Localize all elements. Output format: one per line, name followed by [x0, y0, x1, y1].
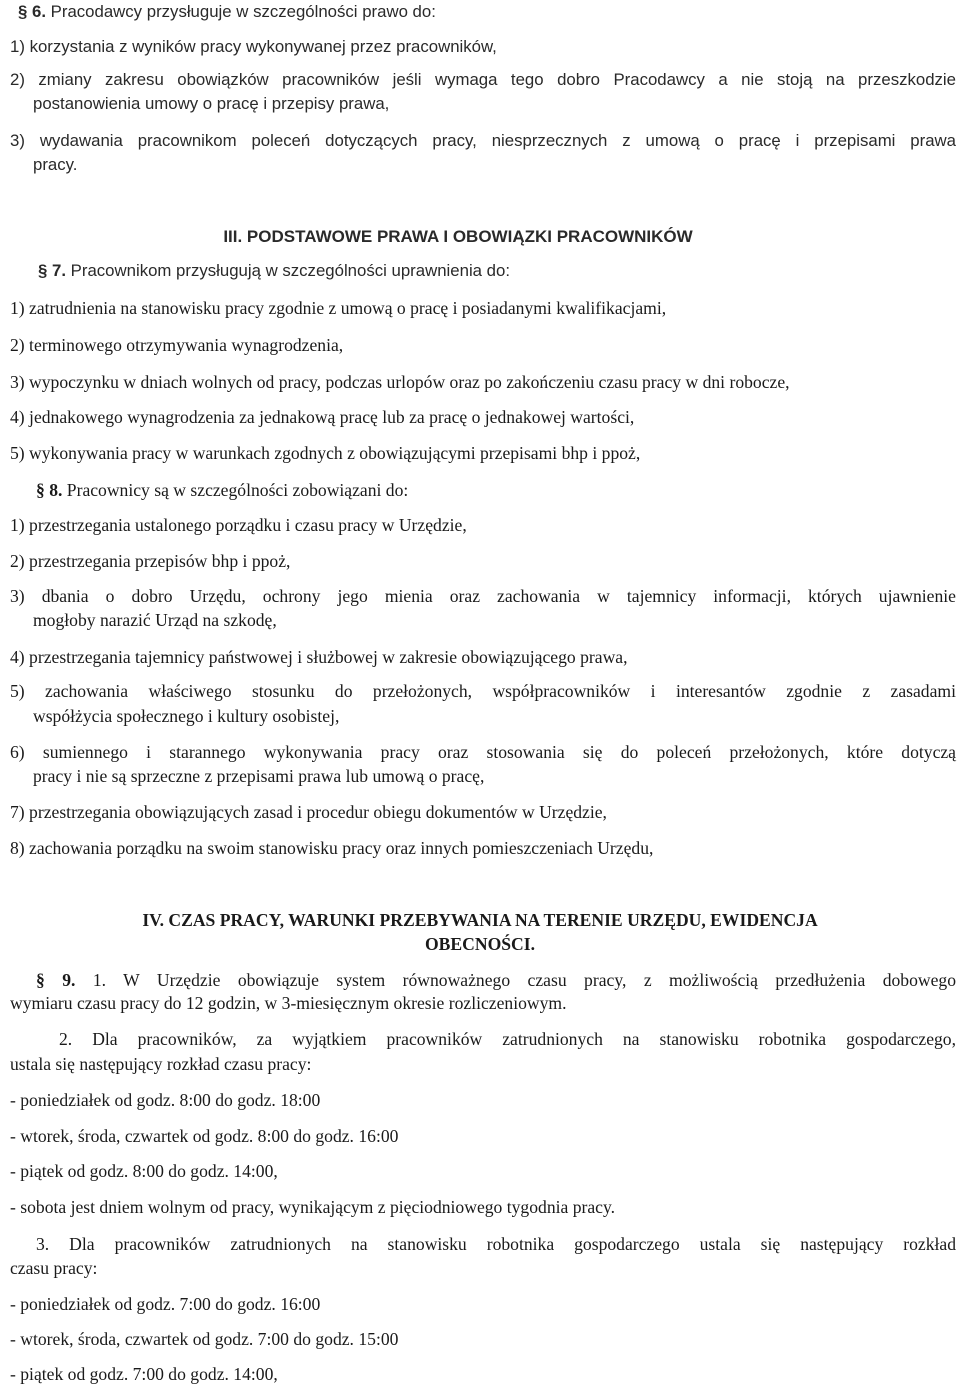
- chapter-4-title-line-2: OBECNOŚCI.: [425, 934, 535, 954]
- section-8-number: § 8.: [36, 480, 63, 500]
- section-8-item-4: 4) przestrzegania tajemnicy państwowej i służbowej w zakresie obowiązującego prawa,: [10, 647, 628, 667]
- section-9-paragraph-2-cont: ustala się następujący rozkład czasu pracy:: [10, 1054, 312, 1074]
- section-9-paragraph-3-cont: czasu pracy:: [10, 1258, 98, 1278]
- section-8-intro: Pracownicy są w szczególności zobowiązani do:: [66, 480, 409, 500]
- section-6-heading: [18, 1, 436, 23]
- schedule-1-saturday: - sobota jest dniem wolnym od pracy, wynikającym z pięciodniowego tygodnia pracy.: [10, 1197, 616, 1217]
- section-8-item-5: 5) zachowania właściwego stosunku do przełożonych, współpracowników i interesantów zgodnie z zasadami: [10, 681, 956, 701]
- section-8-item-1: 1) przestrzegania ustalonego porządku i czasu pracy w Urzędzie,: [10, 515, 467, 535]
- section-8-item-8: 8) zachowania porządku na swoim stanowisku pracy oraz innych pomieszczeniach Urzędu,: [10, 838, 654, 858]
- chapter-4-title-line-1: IV. CZAS PRACY, WARUNKI PRZEBYWANIA NA TERENIE URZĘDU, EWIDENCJA: [142, 910, 818, 930]
- section-8-heading: [36, 479, 408, 501]
- schedule-2-tue-thu: - wtorek, środa, czwartek od godz. 7:00 do godz. 15:00: [10, 1329, 399, 1349]
- section-6-item-2: 2) zmiany zakresu obowiązków pracowników jeśli wymaga tego dobro Pracodawcy a nie stoją na przeszkodzie: [10, 70, 956, 89]
- section-6-item-2-cont: postanowienia umowy o pracę i przepisy prawa,: [33, 94, 390, 113]
- section-8-item-7: 7) przestrzegania obowiązujących zasad i procedur obiegu dokumentów w Urzędzie,: [10, 802, 607, 822]
- section-9-paragraph-3: 3. Dla pracowników zatrudnionych na stanowisku robotnika gospodarczego ustala się następujący rozkład: [36, 1234, 956, 1254]
- section-6-item-1: 1) korzystania z wyników pracy wykonywanej przez pracowników,: [10, 37, 497, 56]
- section-9-paragraph-1-cont: wymiaru czasu pracy do 12 godzin, w 3-miesięcznym okresie rozliczeniowym.: [10, 993, 567, 1013]
- section-6-item-3-cont: pracy.: [33, 155, 78, 174]
- section-9-paragraph-1-text: 1. W Urzędzie obowiązuje system równoważnego czasu pracy, z możliwością przedłużenia dobowego: [92, 970, 957, 990]
- section-7-number: § 7.: [38, 261, 66, 280]
- section-7-item-3: 3) wypoczynku w dniach wolnych od pracy, podczas urlopów oraz po zakończeniu czasu pracy w dni robocze,: [10, 372, 790, 392]
- section-8-item-3: 3) dbania o dobro Urzędu, ochrony jego mienia oraz zachowania w tajemnicy informacji, których ujawnienie: [10, 586, 956, 606]
- section-8-item-6: 6) sumiennego i starannego wykonywania pracy oraz stosowania się do poleceń przełożonych, które dotyczą: [10, 742, 956, 762]
- section-6-number: § 6.: [18, 2, 46, 21]
- schedule-1-monday: - poniedziałek od godz. 8:00 do godz. 18:00: [10, 1090, 321, 1110]
- schedule-2-monday: - poniedziałek od godz. 7:00 do godz. 16:00: [10, 1294, 321, 1314]
- section-7-heading: [38, 260, 510, 282]
- schedule-1-friday: - piątek od godz. 8:00 do godz. 14:00,: [10, 1161, 278, 1181]
- section-9-paragraph-1: [36, 969, 956, 991]
- section-7-item-1: 1) zatrudnienia na stanowisku pracy zgodnie z umową o pracę i posiadanymi kwalifikacjami,: [10, 298, 667, 318]
- section-9-paragraph-2: 2. Dla pracowników, za wyjątkiem pracowników zatrudnionych na stanowisku robotnika gospodarczego,: [59, 1029, 956, 1049]
- section-7-item-5: 5) wykonywania pracy w warunkach zgodnych z obowiązującymi przepisami bhp i ppoż,: [10, 443, 641, 463]
- section-8-item-5-cont: współżycia społecznego i kultury osobistej,: [33, 706, 340, 726]
- section-7-item-2: 2) terminowego otrzymywania wynagrodzenia,: [10, 335, 344, 355]
- schedule-2-friday: - piątek od godz. 7:00 do godz. 14:00,: [10, 1364, 278, 1384]
- section-7-intro: Pracownikom przysługują w szczególności uprawnienia do:: [70, 261, 510, 280]
- section-9-number: § 9.: [36, 970, 76, 990]
- section-8-item-2: 2) przestrzegania przepisów bhp i ppoż,: [10, 551, 291, 571]
- section-6-item-3: 3) wydawania pracownikom poleceń dotyczących pracy, niesprzecznych z umową o pracę i przepisami prawa: [10, 131, 956, 150]
- section-8-item-3-cont: mogłoby narazić Urząd na szkodę,: [33, 610, 277, 630]
- section-6-intro: Pracodawcy przysługuje w szczególności prawo do:: [50, 2, 436, 21]
- section-7-item-4: 4) jednakowego wynagrodzenia za jednakową pracę lub za pracę o jednakowej wartości,: [10, 407, 635, 427]
- section-8-item-6-cont: pracy i nie są sprzeczne z przepisami prawa lub umową o pracę,: [33, 766, 485, 786]
- schedule-1-tue-thu: - wtorek, środa, czwartek od godz. 8:00 do godz. 16:00: [10, 1126, 399, 1146]
- chapter-3-title: III. PODSTAWOWE PRAWA I OBOWIĄZKI PRACOWNIKÓW: [223, 227, 693, 246]
